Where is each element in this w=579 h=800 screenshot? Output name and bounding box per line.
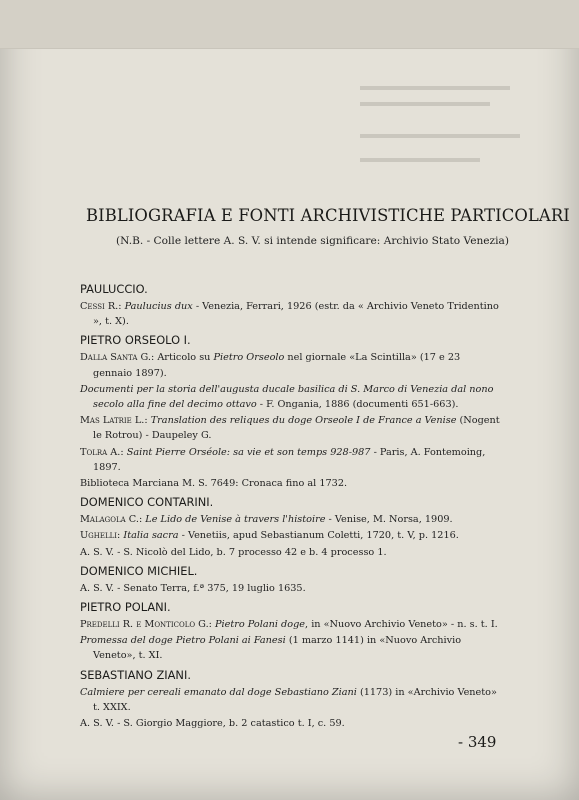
section-heading: PIETRO ORSEOLO I. xyxy=(80,333,191,348)
bibliography-entry: A. S. V. - Senato Terra, f.ª 375, 19 luglio 1635. xyxy=(80,582,306,594)
entry-details: (Nogent le Rotrou) - Daupeley G. xyxy=(93,415,500,442)
bibliography-entry xyxy=(80,685,500,715)
entry-title: Le Lido de Venise à travers l'histoire xyxy=(145,514,326,526)
facing-page-edge xyxy=(0,0,579,49)
entry-title: Pietro Polani doge xyxy=(215,619,306,631)
bibliography-entry: Biblioteca Marciana M. S. 7649: Cronaca fino al 1732. xyxy=(80,478,348,490)
section-heading: DOMENICO CONTARINI. xyxy=(80,495,214,510)
bibliography-entry xyxy=(80,299,500,329)
bibliography-entry xyxy=(80,413,500,443)
entry-text: Articolo su xyxy=(154,352,214,364)
page-title: BIBLIOGRAFIA E FONTI ARCHIVISTICHE PARTICOLARI xyxy=(86,206,570,225)
bleed-through-line xyxy=(360,134,520,138)
entry-author: Malagola C.: xyxy=(80,514,143,526)
entry-details: - Venise, M. Norsa, 1909. xyxy=(325,514,453,526)
entry-title: Saint Pierre Orséole: sa vie et son temps 928-987 xyxy=(126,446,371,458)
bibliography-entry xyxy=(80,350,500,380)
entry-author: Cessi R.: xyxy=(80,301,122,312)
bleed-through-line xyxy=(360,86,510,90)
entry-title: Translation des reliques du doge Orseole I de France a Venise xyxy=(150,415,457,427)
bleed-through-line xyxy=(360,158,480,162)
section-heading: DOMENICO MICHIEL. xyxy=(80,563,198,578)
section-heading: PIETRO POLANI. xyxy=(80,600,171,615)
bleed-through-line xyxy=(360,102,490,106)
entry-title: Documenti per la storia dell'augusta ducale basilica di S. Marco di Venezia dal nono secolo alla fine del decimo ottavo xyxy=(80,383,494,411)
entry-details: (1 marzo 1141) in «Nuovo Archivio Veneto», t. XI. xyxy=(93,635,462,662)
entry-title: Italia sacra xyxy=(123,530,179,542)
section-heading: SEBASTIANO ZIANI. xyxy=(80,667,191,682)
entry-details: , in «Nuovo Archivio Veneto» - n. s. t. I. xyxy=(305,619,498,631)
entry-details: - F. Ongania, 1886 (documenti 651-663). xyxy=(256,399,459,411)
bibliography-entry xyxy=(80,633,500,663)
entry-author: Tolra A.: xyxy=(80,446,124,458)
bibliography-entry: A. S. V. - S. Giorgio Maggiore, b. 2 catastico t. I, c. 59. xyxy=(80,718,345,730)
bibliography-entry: A. S. V. - S. Nicolò del Lido, b. 7 processo 42 e b. 4 processo 1. xyxy=(80,546,387,558)
bibliography-entry xyxy=(80,445,500,475)
abbreviation-note: (N.B. - Colle lettere A. S. V. si intende significare: Archivio Stato Venezia) xyxy=(116,235,509,247)
entry-details: (1173) in «Archivio Veneto» t. XXIX. xyxy=(93,686,497,713)
entry-author: Mas Latrie L.: xyxy=(80,415,148,427)
entry-author: Ughelli: xyxy=(80,530,121,542)
entry-details: - Paris, A. Fontemoing, 1897. xyxy=(93,446,486,473)
bibliography-entry xyxy=(80,617,500,632)
bibliography-entry xyxy=(80,512,500,527)
entry-title: Pietro Orseolo xyxy=(213,352,285,364)
bibliography-entry xyxy=(80,382,500,412)
entry-author: Predelli R. e Monticolo G.: xyxy=(80,619,212,631)
entry-title: Paulucius dux xyxy=(124,301,193,312)
entry-author: Dalla Santa G.: xyxy=(80,352,155,364)
entry-details: - Venetiis, apud Sebastianum Coletti, 1720, t. V, p. 1216. xyxy=(178,530,459,542)
entry-details: nel giornale «La Scintilla» (17 e 23 gennaio 1897). xyxy=(93,352,461,379)
entry-details: - Venezia, Ferrari, 1926 (estr. da « Archivio Veneto Tridentino », t. X). xyxy=(93,301,499,328)
bibliography xyxy=(80,282,500,732)
bibliography-entry xyxy=(80,528,500,543)
section-heading: PAULUCCIO. xyxy=(80,282,148,296)
entry-title: Calmiere per cereali emanato dal doge Sebastiano Ziani xyxy=(80,686,357,698)
page-number: - 349 xyxy=(458,733,497,751)
entry-title: Promessa del doge Pietro Polani ai Fanesi xyxy=(80,635,286,647)
